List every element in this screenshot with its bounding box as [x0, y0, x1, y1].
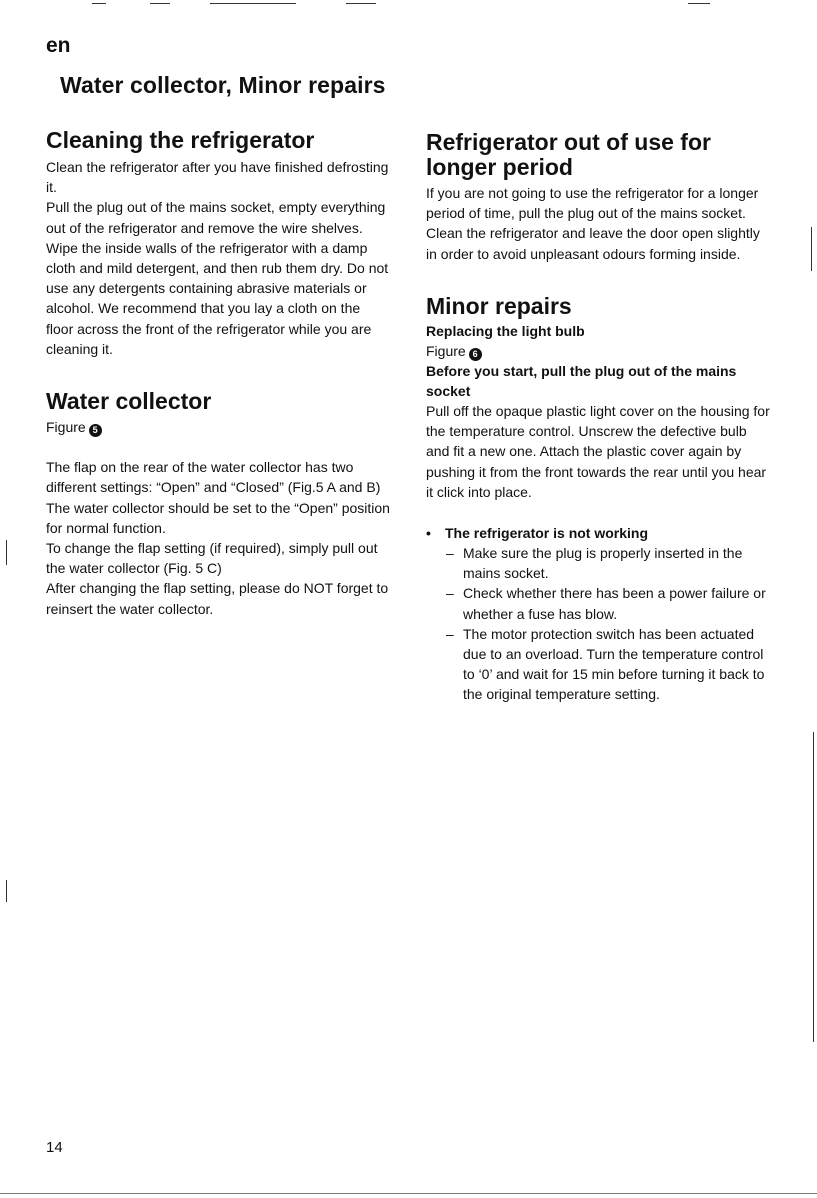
left-column — [46, 128, 391, 619]
unplug-warning: Before you start, pull the plug out of the mains socket — [426, 363, 737, 400]
water-collector-paragraph: The flap on the rear of the water collector has two different settings: “Open” and “Closed” (Fig.5 A and B) — [46, 459, 381, 496]
cleaning-paragraph: Pull the plug out of the mains socket, empty everything out of the refrigerator and remove the wire shelves. — [46, 199, 386, 236]
light-bulb-subheading: Replacing the light bulb — [426, 322, 585, 339]
not-working-bullet: • The refrigerator is not working — [426, 523, 771, 543]
figure-reference — [426, 341, 771, 361]
top-scan-line — [92, 3, 106, 4]
check-item: – The motor protection switch has been actuated due to an overload. Turn the temperature control to ‘0’ and wait for 15 min before turning it back to the original temperature setting. — [426, 624, 771, 705]
bottom-scan-line — [0, 1193, 817, 1194]
light-bulb-paragraph: Pull off the opaque plastic light cover on the housing for the temperature control. Unscrew the defective bulb and fit a new one. Attach the plastic cover again by pushing it from the front towards the rear until you hear it click into place. — [426, 403, 770, 500]
language-code: en — [46, 34, 71, 57]
top-scan-line — [210, 3, 296, 4]
figure-number-badge: 5 — [89, 424, 102, 437]
out-of-use-paragraph: If you are not going to use the refrigerator for a longer period of time, pull the plug out of the mains socket. Clean the refrigerator and leave the door open slightly in order to avoid unpleasant odours forming inside. — [426, 185, 760, 262]
figure-reference — [46, 417, 391, 437]
water-collector-paragraph: The water collector should be set to the “Open” position for normal function. — [46, 499, 390, 536]
right-margin-line — [811, 227, 812, 271]
page-number: 14 — [46, 1139, 63, 1156]
left-margin-line — [6, 880, 7, 902]
water-collector-paragraph: After changing the flap setting, please do NOT forget to reinsert the water collector. — [46, 580, 389, 617]
out-of-use-heading: Refrigerator out of use for longer period — [426, 129, 711, 180]
cleaning-paragraph: Clean the refrigerator after you have finished defrosting it. — [46, 159, 389, 196]
figure-label: Figure — [426, 342, 466, 359]
top-scan-line — [150, 3, 170, 4]
top-scan-line — [346, 3, 376, 4]
page-title: Water collector, Minor repairs — [60, 72, 386, 98]
top-scan-line — [688, 3, 710, 4]
check-item: – Check whether there has been a power failure or whether a fuse has blow. — [426, 583, 771, 623]
figure-number-badge: 6 — [469, 348, 482, 361]
water-collector-paragraph: To change the flap setting (if required), simply pull out the water collector (Fig. 5 C) — [46, 540, 378, 577]
minor-repairs-heading: Minor repairs — [426, 292, 572, 319]
check-item: – Make sure the plug is properly inserted in the mains socket. — [426, 543, 771, 583]
right-margin-line — [813, 732, 814, 1042]
right-column — [426, 130, 771, 705]
cleaning-paragraph: Wipe the inside walls of the refrigerator with a damp cloth and mild detergent, and then rub them dry. Do not use any detergents containing abrasive materials or alcohol. We recommend that you lay a cloth on the floor across the front of the refrigerator while you are cleaning it. — [46, 239, 389, 357]
cleaning-heading: Cleaning the refrigerator — [46, 127, 315, 153]
left-margin-line — [6, 540, 7, 565]
water-collector-heading: Water collector — [46, 388, 212, 415]
figure-label: Figure — [46, 419, 86, 436]
